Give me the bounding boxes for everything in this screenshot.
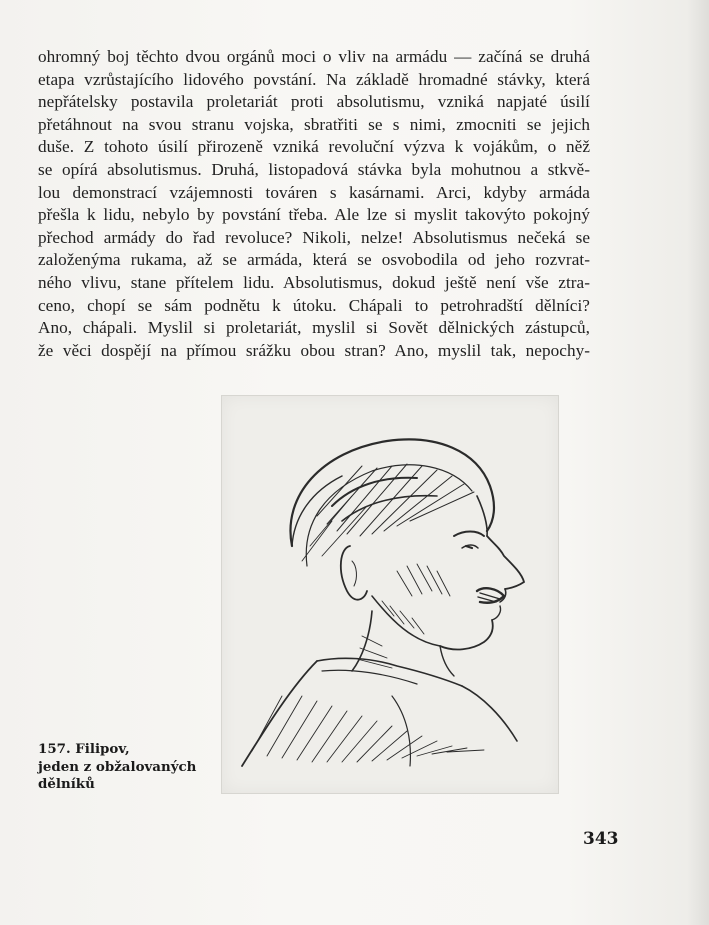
portrait-sketch bbox=[222, 396, 558, 793]
text-line: přetáhnout na svou stranu vojska, sbratřiti se s nimi, zmocniti se jejich bbox=[38, 114, 590, 134]
caption-line: jeden z obžalovaných bbox=[38, 758, 197, 775]
portrait-etching bbox=[221, 395, 559, 794]
page-number: 343 bbox=[583, 829, 619, 849]
caption-line: dělníků bbox=[38, 776, 95, 793]
text-line: se opírá absolutismus. Druhá, listopadová stávka byla mohutnou a stkvě- bbox=[38, 159, 590, 179]
body-text bbox=[38, 46, 590, 362]
text-line: založenýma rukama, až se armáda, která se osvobodila od jeho rozvrat- bbox=[38, 250, 590, 270]
text-line: Ano, chápali. Myslil si proletariát, myslil si Sovět dělnických zástupců, bbox=[38, 318, 590, 338]
text-line: ného vlivu, stane přítelem lidu. Absolutismus, dokud ještě není vše ztra- bbox=[38, 272, 590, 292]
caption-line: 157. Filipov, bbox=[38, 741, 130, 757]
text-line: přechod armády do řad revoluce? Nikoli, nelze! Absolutismus nečeká se bbox=[38, 227, 590, 247]
text-line: lou demonstrací vzájemnosti továren s kasárnami. Arci, kdyby armáda bbox=[38, 182, 590, 202]
text-line: ohromný boj těchto dvou orgánů moci o vliv na armádu — začíná se druhá bbox=[38, 47, 590, 66]
page-edge-shadow bbox=[687, 0, 709, 925]
text-line: že věci dospějí na přímou srážku obou stran? Ano, myslil tak, nepochy- bbox=[38, 340, 590, 360]
text-line: duše. Z tohoto úsilí přirozeně vzniká revoluční výzva k vojákům, o něž bbox=[38, 137, 590, 157]
text-line: nepřátelsky postavila proletariát proti absolutismu, vzniká napjaté úsilí bbox=[38, 92, 590, 112]
text-line: přešla k lidu, nebylo by povstání třeba. Ale lze si myslit takovýto pokojný bbox=[38, 205, 590, 225]
figure-caption bbox=[38, 741, 218, 794]
text-line: etapa vzrůstajícího lidového povstání. Na základě hromadné stávky, která bbox=[38, 69, 590, 89]
text-line: ceno, chopí se sám podnětu k útoku. Chápali to petrohradští dělníci? bbox=[38, 295, 590, 315]
